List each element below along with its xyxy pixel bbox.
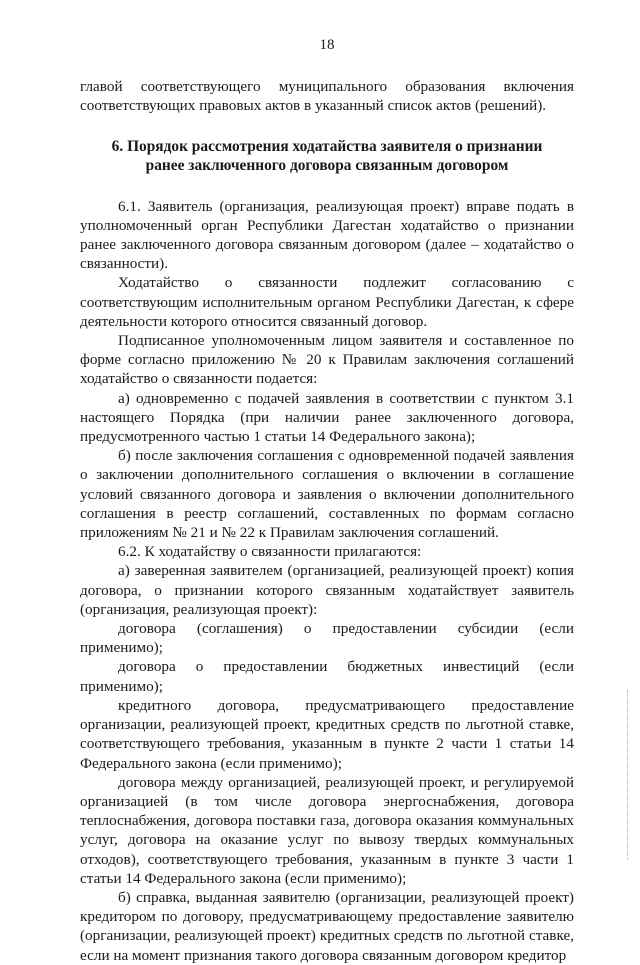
intro-paragraph: главой соответствующего муниципального образования включения соответствующих правовых актов в указанный список актов (решений). bbox=[80, 78, 574, 115]
paragraph-submission: Подписанное уполномоченным лицом заявителя и составленное по форме согласно приложению № 20 к Правилам заключения соглашений ходатайство о связанности подается: bbox=[80, 332, 574, 388]
list-subitem-credit: кредитного договора, предусматривающего предоставление организации, реализующей проект, кредитных средств по льготной ставке, соответствующего требования, указанным в пункте 2 части 1 статьи 14 Федерального закона (если применимо); bbox=[80, 696, 574, 772]
list-subitem-subsidy: договора (соглашения) о предоставлении субсидии (если применимо); bbox=[80, 620, 574, 657]
paragraph-coordination: Ходатайство о связанности подлежит согласованию с соответствующим исполнительным органом Республики Дагестан, к сфере деятельности которого относится связанный договор. bbox=[80, 274, 574, 330]
list-item-a-copy: а) заверенная заявителем (организацией, реализующей проект) копия договора, о признании которого связанным ходатайствует заявитель (организация, реализующая проект): bbox=[80, 562, 574, 618]
page-number: 18 bbox=[319, 37, 335, 53]
section-heading bbox=[80, 137, 574, 175]
section-heading-line-1: 6. Порядок рассмотрения ходатайства заявителя о признании bbox=[111, 137, 543, 155]
list-subitem-regulated-org: договора между организацией, реализующей проект, и регулируемой организацией (в том числе договора энергоснабжения, договора теплоснабжения, договора поставки газа, договора оказания коммунальных услуг, договора на оказание услуг по вывозу твердых коммунальных отходов), соответствующего требования, указанным в пункте 3 части 1 статьи 14 Федерального закона (если применимо); bbox=[80, 773, 574, 887]
scan-edge-marks bbox=[627, 690, 630, 860]
section-heading-line-2: ранее заключенного договора связанным договором bbox=[145, 156, 509, 174]
paragraph-6-2: 6.2. К ходатайству о связанности прилагаются: bbox=[118, 543, 422, 561]
list-item-b-certificate: б) справка, выданная заявителю (организации, реализующей проект) кредитором по договору, предусматривающему предоставление заявителю (организации, реализующей проект) кредитных средств по льготной ставке, если на момент признания такого договора связанным договором кредитор bbox=[80, 888, 574, 964]
paragraph-6-1: 6.1. Заявитель (организация, реализующая проект) вправе подать в уполномоченный орган Республики Дагестан ходатайство о признании ранее заключенного договора связанным договором (далее – ходатайство о связанности). bbox=[80, 197, 574, 273]
document-page bbox=[80, 36, 574, 965]
list-subitem-investments: договора о предоставлении бюджетных инвестиций (если применимо); bbox=[80, 658, 574, 695]
list-item-a: а) одновременно с подачей заявления в соответствии с пунктом 3.1 настоящего Порядка (при наличии ранее заключенного договора, предусмотренного частью 1 статьи 14 Федерального закона); bbox=[80, 389, 574, 446]
list-item-b: б) после заключения соглашения с одновременной подачей заявления о заключении дополнительного соглашения о включении в соглашение условий связанного договора и заявления о включении дополнительного соглашения в реестр соглашений, составленных по формам согласно приложениям № 21 и № 22 к Правилам заключения соглашений. bbox=[80, 447, 574, 542]
